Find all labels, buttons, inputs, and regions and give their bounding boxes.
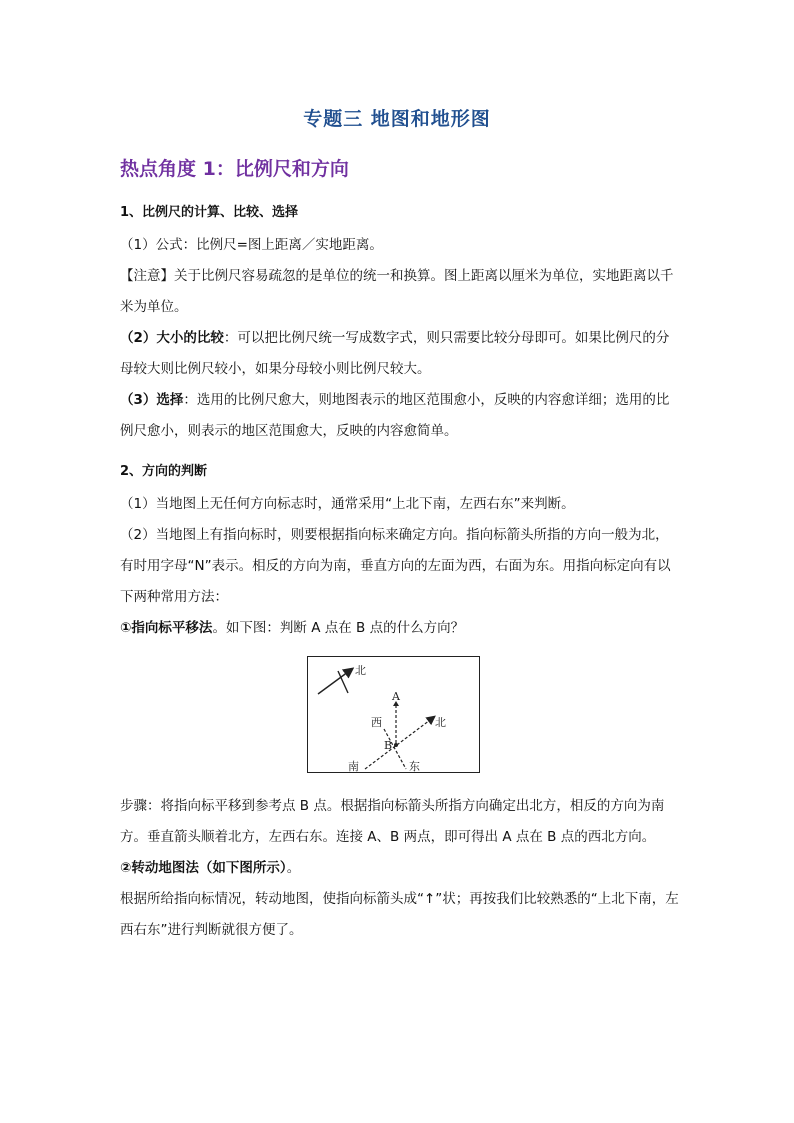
paragraph-no-marker: （1）当地图上无任何方向标志时，通常采用“上北下南，左西右东”来判断。 — [120, 496, 575, 512]
paragraph-marker: （2）当地图上有指向标时，则要根据指向标来确定方向。指向标箭头所指的方向一般为北，有时用字母“N”表示。相反的方向为南，垂直方向的左面为西，右面为东。用指向标定向有以下两种常用方法： — [120, 527, 671, 605]
label-method2: ②转动地图法（如下图所示） — [120, 860, 287, 876]
label-choose: （3）选择 — [120, 392, 184, 408]
paragraph-method2 — [120, 853, 680, 884]
paragraph-note: 【注意】关于比例尺容易疏忽的是单位的统一和换算。图上距离以厘米为单位，实地距离以千米为单位。 — [120, 268, 674, 315]
text-compare: ：可以把比例尺统一写成数字式，则只需要比较分母即可。如果比例尺的分母较大则比例尺较小，如果分母较小则比例尺较大。 — [120, 330, 670, 377]
subheading-direction: 2、方向的判断 — [120, 464, 208, 479]
paragraph-choose — [120, 385, 680, 447]
west-label: 西 — [371, 716, 382, 729]
subheading-scale: 1、比例尺的计算、比较、选择 — [120, 205, 299, 220]
north-label-1: 北 — [355, 664, 366, 677]
paragraph-steps: 步骤：将指向标平移到参考点 B 点。根据指向标箭头所指方向确定出北方，相反的方向为南方。垂直箭头顺着北方，左西右东。连接 A、B 两点，即可得出 A 点在 B 点的西北方向。 — [120, 798, 665, 845]
text-method2: 。 — [286, 860, 301, 876]
direction-diagram — [308, 657, 481, 774]
paragraph-method1 — [120, 613, 680, 644]
paragraph-formula: （1）公式：比例尺=图上距离／实地距离。 — [120, 237, 383, 253]
paragraph-compare — [120, 323, 680, 385]
point-b-label: B — [384, 739, 393, 752]
north-arrow-crossbar — [338, 671, 348, 693]
label-method1: ①指向标平移法 — [120, 620, 213, 636]
south-label: 南 — [348, 760, 359, 773]
north-label-2: 北 — [435, 716, 446, 729]
text-method1: 。如下图：判断 A 点在 B 点的什么方向？ — [212, 620, 465, 636]
label-compare: （2）大小的比较 — [120, 330, 224, 346]
east-label: 东 — [409, 760, 420, 773]
point-b-marker — [394, 743, 398, 747]
text-choose: ：选用的比例尺愈大，则地图表示的地区范围愈小，反映的内容愈详细；选用的比例尺愈小，则表示的地区范围愈大，反映的内容愈简单。 — [120, 392, 670, 439]
section-heading: 热点角度 1：比例尺和方向 — [120, 158, 349, 180]
paragraph-rotate: 根据所给指向标情况，转动地图，使指向标箭头成“↑”状；再按我们比较熟悉的“上北下南，左西右东”进行判断就很方便了。 — [120, 891, 679, 938]
direction-figure — [307, 656, 480, 773]
point-a-label: A — [392, 690, 400, 703]
page-title: 专题三 地图和地形图 — [303, 108, 491, 130]
